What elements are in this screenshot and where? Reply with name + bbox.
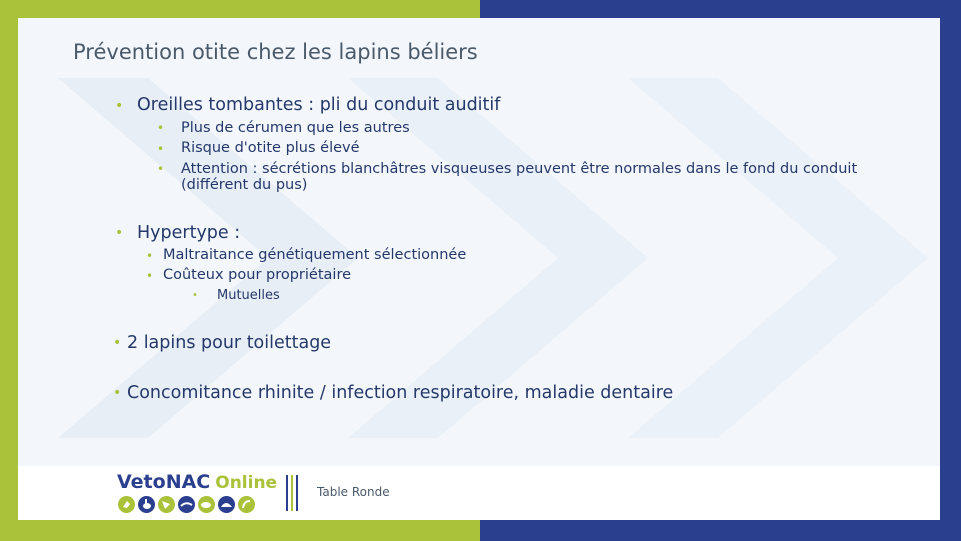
list-item: Coûteux pour propriétaire [163, 267, 352, 283]
slide-background-chevrons [18, 18, 940, 520]
separator-green [291, 475, 293, 511]
hedgehog-icon [218, 496, 235, 513]
bullet-icon: • [146, 249, 154, 263]
bullet-icon: • [115, 225, 124, 241]
rodent-icon [198, 496, 215, 513]
footer-label: Table Ronde [317, 485, 390, 499]
list-subitem: Mutuelles [217, 288, 280, 303]
list-item: Maltraitance génétiquement sélectionnée [163, 247, 467, 263]
item-toilettage: 2 lapins pour toilettage [127, 333, 332, 353]
slide [18, 18, 940, 520]
item-concomitance: Concomitance rhinite / infection respiratoire, maladie dentaire [127, 383, 674, 403]
bullet-icon: • [113, 335, 122, 351]
slide-footer [18, 466, 940, 520]
reptile-icon [178, 496, 195, 513]
slide-title: Prévention otite chez les lapins béliers [73, 40, 478, 64]
list-item: Plus de cérumen que les autres [181, 120, 410, 136]
vetonac-logo [117, 471, 277, 493]
list-item: Risque d'otite plus élevé [181, 140, 360, 156]
bullet-icon: • [192, 290, 198, 301]
logo-secondary-text: Online [215, 473, 278, 493]
bullet-icon: • [157, 162, 165, 176]
ferret-icon [238, 496, 255, 513]
separator-blue [286, 475, 288, 511]
heading-hypertype: Hypertype : [137, 223, 241, 243]
separator-blue [296, 475, 298, 511]
heading-oreilles: Oreilles tombantes : pli du conduit auditif [137, 95, 501, 115]
parrot-icon [158, 496, 175, 513]
bullet-icon: • [157, 121, 165, 135]
bird-icon [118, 496, 135, 513]
rabbit-icon [138, 496, 155, 513]
bullet-icon: • [157, 142, 165, 156]
list-item: Attention : sécrétions blanchâtres visqueuses peuvent être normales dans le fond du conduit (différent du pus) [181, 161, 858, 193]
bullet-icon: • [113, 385, 122, 401]
bullet-icon: • [146, 269, 154, 283]
bullet-icon: • [115, 98, 124, 114]
logo-main-text: VetoNAC [117, 471, 211, 493]
